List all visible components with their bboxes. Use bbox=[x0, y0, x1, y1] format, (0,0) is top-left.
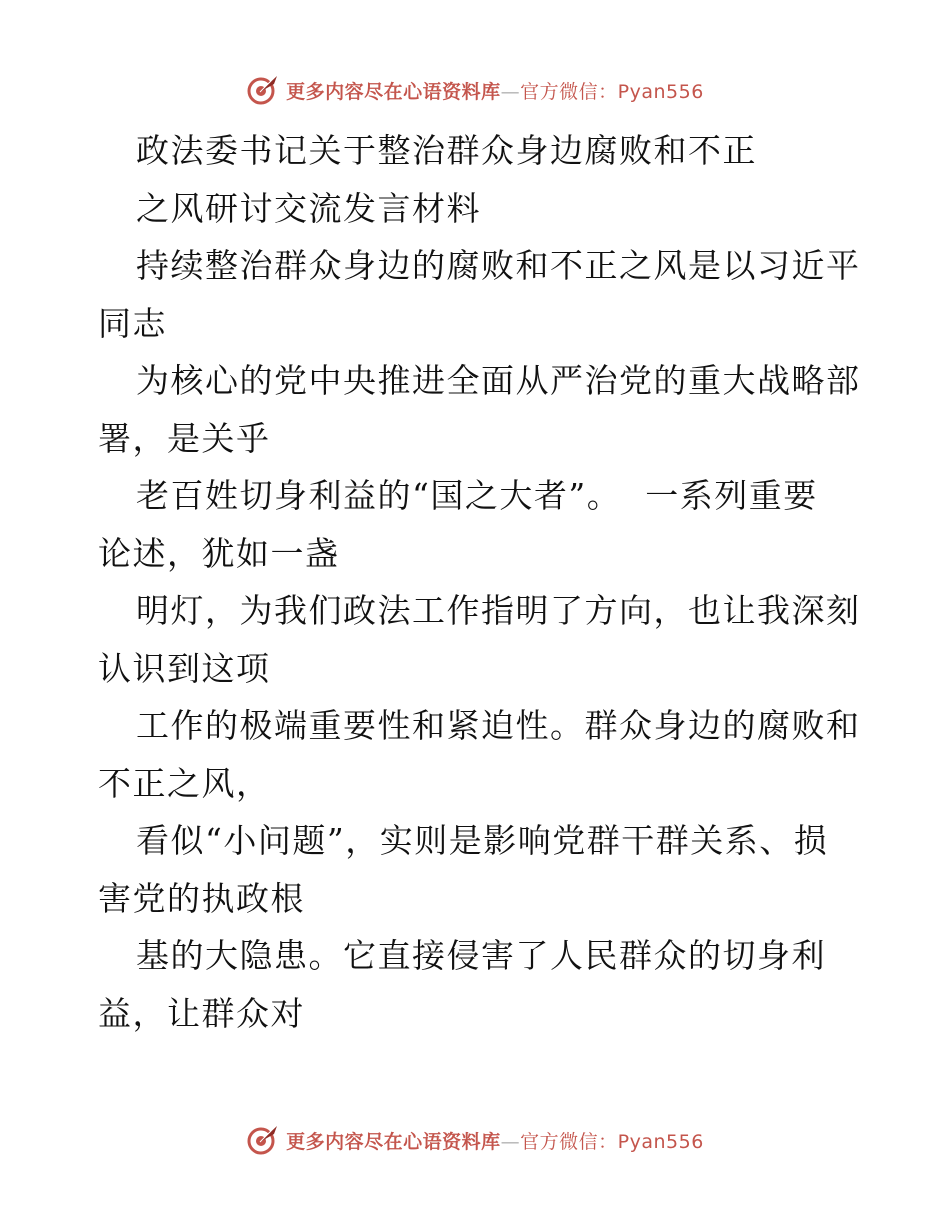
text-line: 工作的极端重要性和紧迫性。群众身边的腐败和 bbox=[136, 706, 861, 745]
banner-text bbox=[286, 77, 704, 104]
text-line: 认识到这项 bbox=[98, 648, 271, 688]
text-line: 明灯，为我们政法工作指明了方向，也让我深刻 bbox=[136, 591, 861, 630]
document-body bbox=[98, 122, 861, 1042]
banner-site-text: 更多内容尽在心语资料库 bbox=[286, 1130, 501, 1153]
banner-wechat-text: 官方微信：Pyan556 bbox=[520, 1130, 704, 1153]
red-quill-logo-icon bbox=[246, 1123, 280, 1157]
text-line: 同志 bbox=[98, 303, 167, 343]
text-line: 老百姓切身利益的“国之大者”。 一系列重要 bbox=[136, 476, 818, 515]
text-line: 益，让群众对 bbox=[98, 993, 305, 1033]
text-line: 为核心的党中央推进全面从严治党的重大战略部 bbox=[136, 361, 861, 400]
text-line: 持续整治群众身边的腐败和不正之风是以习近平 bbox=[136, 246, 861, 285]
document-title-line-1: 政法委书记关于整治群众身边腐败和不正 bbox=[136, 131, 757, 170]
banner-site-text: 更多内容尽在心语资料库 bbox=[286, 80, 501, 103]
banner-separator: — bbox=[500, 1130, 521, 1153]
text-line: 基的大隐患。它直接侵害了人民群众的切身利 bbox=[136, 936, 826, 975]
document-title-line-2: 之风研讨交流发言材料 bbox=[136, 188, 481, 228]
red-quill-logo-icon bbox=[246, 73, 280, 107]
text-line: 不正之风， bbox=[98, 763, 271, 803]
banner-wechat-text: 官方微信：Pyan556 bbox=[520, 80, 704, 103]
banner-separator: — bbox=[500, 80, 521, 103]
text-line: 看似“小问题”，实则是影响党群干群关系、损 bbox=[136, 821, 829, 860]
header-banner bbox=[0, 70, 950, 110]
footer-banner bbox=[0, 1120, 950, 1160]
text-line: 论述，犹如一盏 bbox=[98, 533, 340, 573]
banner-text bbox=[286, 1127, 704, 1154]
text-line: 害党的执政根 bbox=[98, 878, 305, 918]
text-line: 署，是关乎 bbox=[98, 418, 271, 458]
